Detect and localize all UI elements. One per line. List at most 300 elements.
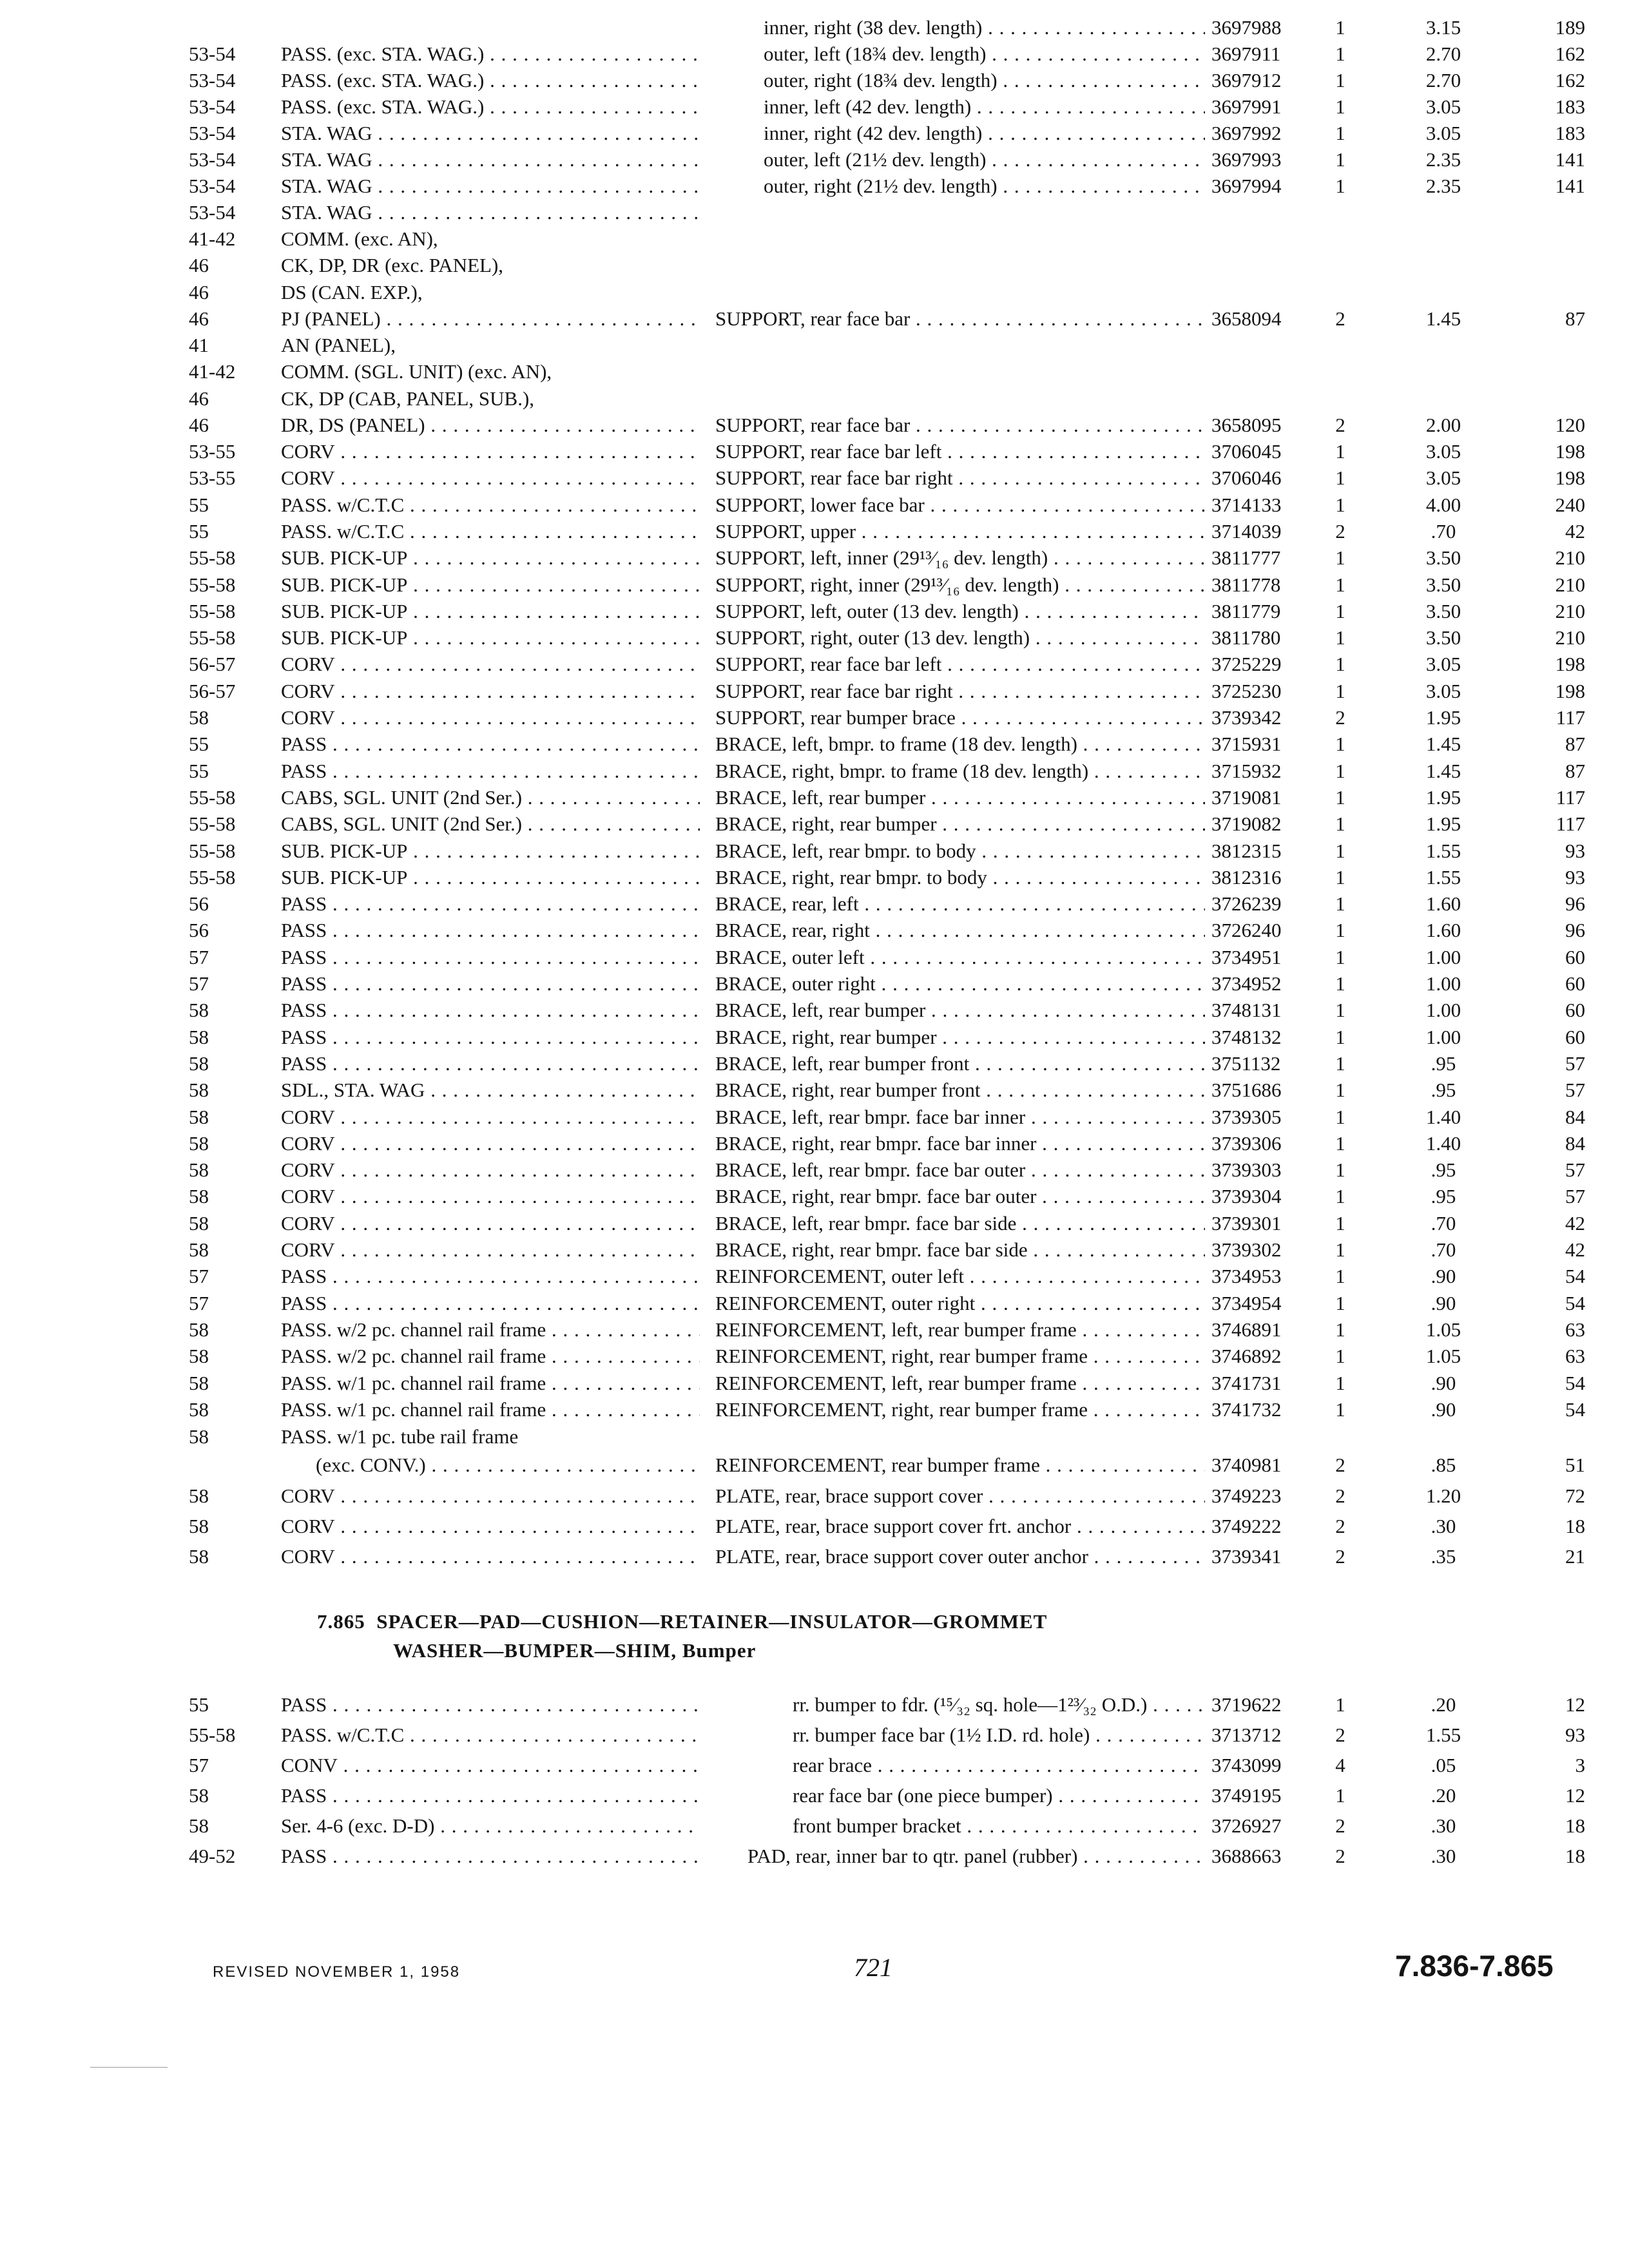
part-number: 3749195 — [1211, 1784, 1282, 1807]
code: 120 — [1555, 414, 1585, 436]
code: 18 — [1565, 1515, 1585, 1537]
model-name: SUB. PICK-UP . . . — [281, 572, 700, 599]
part-number: 3697994 — [1211, 175, 1282, 197]
model-year: 55-58 — [189, 866, 236, 889]
part-name: BRACE, outer right . . . — [715, 970, 1205, 997]
part-name: PAD, rear, inner bar to qtr. panel (rubber) . . . — [747, 1843, 1205, 1870]
part-name: REINFORCEMENT, left, rear bumper frame . . . — [715, 1316, 1205, 1343]
table-row — [0, 651, 1629, 678]
quantity: 2 — [1335, 414, 1345, 436]
model-year: 58 — [189, 1026, 209, 1048]
table-row — [0, 784, 1629, 811]
part-name: SUPPORT, rear face bar right . . . — [715, 678, 1205, 705]
model-name: CABS, SGL. UNIT (2nd Ser.) . . . — [281, 811, 700, 838]
model-year: 55 — [189, 1693, 209, 1716]
model-year: 53-54 — [189, 148, 236, 171]
code: 183 — [1555, 95, 1585, 118]
quantity: 1 — [1335, 653, 1345, 675]
code: 183 — [1555, 122, 1585, 144]
part-number: 3749222 — [1211, 1515, 1282, 1537]
table-row — [0, 305, 1629, 332]
part-name: BRACE, left, rear bmpr. face bar outer . . . — [715, 1157, 1205, 1184]
part-number: 3658095 — [1211, 414, 1282, 436]
model-name: CORV . . . — [281, 1157, 700, 1184]
model-name: SUB. PICK-UP . . . — [281, 624, 700, 651]
quantity: 1 — [1335, 1026, 1345, 1048]
model-name: PASS . . . — [281, 944, 700, 971]
table-row — [0, 518, 1629, 545]
model-name: PASS . . . — [281, 1263, 700, 1290]
model-year: 58 — [189, 1079, 209, 1101]
part-name: inner, right (42 dev. length) . . . — [764, 120, 1205, 147]
quantity: 1 — [1335, 1398, 1345, 1421]
code: 18 — [1565, 1845, 1585, 1867]
list-price: .30 — [1431, 1845, 1456, 1867]
list-price: 3.50 — [1425, 546, 1461, 569]
model-name: SUB. PICK-UP . . . — [281, 598, 700, 625]
list-price: .05 — [1431, 1754, 1456, 1776]
part-number: 3734953 — [1211, 1265, 1282, 1287]
list-price: 3.50 — [1425, 626, 1461, 649]
part-number: 3715932 — [1211, 760, 1282, 782]
code: 117 — [1556, 706, 1585, 729]
list-price: 3.50 — [1425, 573, 1461, 596]
part-name: BRACE, right, bmpr. to frame (18 dev. length) . . . — [715, 758, 1205, 785]
list-price: .95 — [1431, 1052, 1456, 1075]
model-name: CONV . . . — [281, 1752, 700, 1779]
part-name: BRACE, right, rear bmpr. face bar inner . . . — [715, 1130, 1205, 1157]
part-name: BRACE, right, rear bumper . . . — [715, 811, 1205, 838]
model-year: 55 — [189, 520, 209, 543]
code: 117 — [1556, 812, 1585, 835]
model-name: PASS . . . — [281, 731, 700, 758]
list-price: .20 — [1431, 1693, 1456, 1716]
part-name: BRACE, left, rear bmpr. face bar inner . . . — [715, 1104, 1205, 1131]
code: 42 — [1565, 1238, 1585, 1261]
part-number: 3697912 — [1211, 69, 1282, 91]
list-price: 3.05 — [1425, 440, 1461, 463]
table-row — [0, 199, 1629, 226]
model-year: 58 — [189, 1784, 209, 1807]
quantity: 1 — [1335, 600, 1345, 622]
quantity: 1 — [1335, 1185, 1345, 1207]
table-row — [0, 624, 1629, 651]
list-price: 1.45 — [1425, 760, 1461, 782]
list-price: .90 — [1431, 1372, 1456, 1394]
part-number: 3741731 — [1211, 1372, 1282, 1394]
model-year: 46 — [189, 307, 209, 330]
table-row — [0, 492, 1629, 519]
part-name: outer, right (21½ dev. length) . . . — [764, 173, 1205, 200]
table-row — [0, 1077, 1629, 1104]
table-row — [0, 412, 1629, 439]
quantity: 1 — [1335, 892, 1345, 915]
code: 54 — [1565, 1265, 1585, 1287]
code: 87 — [1565, 307, 1585, 330]
code: 198 — [1555, 653, 1585, 675]
table-row — [0, 1452, 1629, 1479]
table-row — [0, 120, 1629, 147]
list-price: 3.05 — [1425, 122, 1461, 144]
model-name: PASS . . . — [281, 1290, 700, 1317]
part-name: rear face bar (one piece bumper) . . . — [793, 1782, 1205, 1809]
model-year: 53-55 — [189, 440, 236, 463]
quantity: 1 — [1335, 1345, 1345, 1367]
table-row — [0, 1543, 1629, 1570]
table-row — [0, 1782, 1629, 1809]
quantity: 1 — [1335, 1079, 1345, 1101]
part-name: rr. bumper to fdr. (¹⁵⁄₃₂ sq. hole—1²³⁄₃₂ O.D.) . . . — [793, 1691, 1205, 1718]
table-row — [0, 1370, 1629, 1397]
quantity: 1 — [1335, 1784, 1345, 1807]
table-row — [0, 1130, 1629, 1157]
table-row — [0, 226, 1629, 253]
part-name: SUPPORT, rear face bar right . . . — [715, 465, 1205, 492]
part-number: 3734954 — [1211, 1292, 1282, 1314]
part-name: REINFORCEMENT, outer left . . . — [715, 1263, 1205, 1290]
model-year: 55 — [189, 760, 209, 782]
model-name: PASS. w/1 pc. channel rail frame . . . — [281, 1370, 700, 1397]
part-number: 3811778 — [1211, 573, 1281, 596]
table-row — [0, 1752, 1629, 1779]
list-price: 1.05 — [1425, 1345, 1461, 1367]
model-name: PASS . . . — [281, 890, 700, 918]
model-year: 57 — [189, 972, 209, 995]
part-number: 3714133 — [1211, 494, 1282, 516]
model-name: PASS. w/C.T.C . . . — [281, 492, 700, 519]
model-year: 55-58 — [189, 626, 236, 649]
table-row — [0, 731, 1629, 758]
part-name: SUPPORT, rear face bar left . . . — [715, 438, 1205, 465]
model-year: 58 — [189, 706, 209, 729]
part-name: BRACE, left, rear bmpr. to body . . . — [715, 838, 1205, 865]
list-price: 3.05 — [1425, 95, 1461, 118]
list-price: .70 — [1431, 1212, 1456, 1235]
section-number: 7.865 — [317, 1610, 365, 1633]
table-row — [0, 811, 1629, 838]
list-price: 2.70 — [1425, 43, 1461, 65]
model-year: 53-54 — [189, 122, 236, 144]
table-row — [0, 1263, 1629, 1290]
model-name: CK, DP, DR (exc. PANEL), — [281, 254, 504, 276]
quantity: 1 — [1335, 919, 1345, 941]
code: 57 — [1565, 1185, 1585, 1207]
code: 21 — [1565, 1545, 1585, 1568]
code: 42 — [1565, 1212, 1585, 1235]
part-number: 3746892 — [1211, 1345, 1282, 1367]
table-row — [0, 332, 1629, 359]
part-number: 3713712 — [1211, 1724, 1282, 1746]
code: 54 — [1565, 1372, 1585, 1394]
quantity: 2 — [1335, 1515, 1345, 1537]
list-price: 1.20 — [1425, 1485, 1461, 1507]
code: 162 — [1555, 69, 1585, 91]
model-year: 58 — [189, 1515, 209, 1537]
part-name: REINFORCEMENT, outer right . . . — [715, 1290, 1205, 1317]
table-row — [0, 14, 1629, 41]
model-name: STA. WAG . . . — [281, 173, 700, 200]
part-number: 3812316 — [1211, 866, 1282, 889]
model-name: COMM. (exc. AN), — [281, 227, 438, 250]
part-name: SUPPORT, left, outer (13 dev. length) . . . — [715, 598, 1205, 625]
table-row — [0, 41, 1629, 68]
part-number: 3706046 — [1211, 466, 1282, 489]
model-year: 56-57 — [189, 680, 236, 702]
part-name: BRACE, right, rear bmpr. face bar side . . . — [715, 1236, 1205, 1264]
code: 93 — [1565, 1724, 1585, 1746]
quantity: 1 — [1335, 122, 1345, 144]
table-row — [0, 970, 1629, 997]
list-price: 3.05 — [1425, 466, 1461, 489]
page-number: 721 — [854, 1953, 892, 1982]
model-name: PASS. w/C.T.C . . . — [281, 518, 700, 545]
list-price: .95 — [1431, 1185, 1456, 1207]
table-row — [0, 1843, 1629, 1870]
quantity: 1 — [1335, 840, 1345, 862]
list-price: 1.45 — [1425, 733, 1461, 755]
part-number: 3739306 — [1211, 1132, 1282, 1155]
model-name: SUB. PICK-UP . . . — [281, 838, 700, 865]
part-number: 3748131 — [1211, 999, 1282, 1021]
quantity: 1 — [1335, 626, 1345, 649]
model-year: 58 — [189, 1545, 209, 1568]
quantity: 1 — [1335, 680, 1345, 702]
list-price: .30 — [1431, 1515, 1456, 1537]
model-name: CORV . . . — [281, 651, 700, 678]
list-price: .90 — [1431, 1398, 1456, 1421]
part-number: 3697988 — [1211, 16, 1282, 39]
list-price: 1.40 — [1425, 1132, 1461, 1155]
code: 63 — [1565, 1318, 1585, 1341]
part-number: 3734952 — [1211, 972, 1282, 995]
code: 54 — [1565, 1292, 1585, 1314]
model-year: 55 — [189, 494, 209, 516]
model-name: DR, DS (PANEL) . . . — [281, 412, 700, 439]
code: 12 — [1565, 1784, 1585, 1807]
list-price: 1.00 — [1425, 999, 1461, 1021]
quantity: 1 — [1335, 546, 1345, 569]
quantity: 2 — [1335, 1545, 1345, 1568]
table-row — [0, 1812, 1629, 1840]
part-name: REINFORCEMENT, right, rear bumper frame . . . — [715, 1396, 1205, 1423]
list-price: 1.40 — [1425, 1106, 1461, 1128]
code: 54 — [1565, 1398, 1585, 1421]
table-row — [0, 465, 1629, 492]
model-name: PASS. w/1 pc. tube rail frame — [281, 1425, 519, 1448]
model-year: 55-58 — [189, 812, 236, 835]
model-name: CABS, SGL. UNIT (2nd Ser.) . . . — [281, 784, 700, 811]
part-number: 3715931 — [1211, 733, 1282, 755]
code: 198 — [1555, 680, 1585, 702]
quantity: 1 — [1335, 1106, 1345, 1128]
section-range: 7.836-7.865 — [1395, 1949, 1554, 1983]
code: 189 — [1555, 16, 1585, 39]
table-row — [0, 1396, 1629, 1423]
quantity: 1 — [1335, 440, 1345, 463]
part-name: REINFORCEMENT, right, rear bumper frame . . . — [715, 1343, 1205, 1370]
part-number: 3739301 — [1211, 1212, 1282, 1235]
part-number: 3751686 — [1211, 1079, 1282, 1101]
model-year: 58 — [189, 1485, 209, 1507]
model-year: 56 — [189, 892, 209, 915]
model-name: CORV . . . — [281, 1183, 700, 1210]
part-name: inner, right (38 dev. length) . . . — [764, 14, 1205, 41]
model-name: CORV . . . — [281, 678, 700, 705]
model-name: SDL., STA. WAG . . . — [281, 1077, 700, 1104]
model-year: 58 — [189, 1425, 209, 1448]
list-price: 1.55 — [1425, 866, 1461, 889]
code: 87 — [1565, 760, 1585, 782]
code: 57 — [1565, 1052, 1585, 1075]
table-row — [0, 890, 1629, 918]
part-name: SUPPORT, right, inner (29¹³⁄₁₆ dev. length) . . . — [715, 572, 1205, 599]
list-price: 1.05 — [1425, 1318, 1461, 1341]
part-name: BRACE, right, rear bmpr. to body . . . — [715, 864, 1205, 891]
model-name: CORV . . . — [281, 465, 700, 492]
model-name: CK, DP (CAB, PANEL, SUB.), — [281, 387, 535, 410]
code: 93 — [1565, 840, 1585, 862]
list-price: 4.00 — [1425, 494, 1461, 516]
table-row — [0, 1423, 1629, 1450]
quantity: 2 — [1335, 1724, 1345, 1746]
model-year: 55-58 — [189, 840, 236, 862]
list-price: 2.00 — [1425, 414, 1461, 436]
table-row — [0, 1316, 1629, 1343]
part-number: 3688663 — [1211, 1845, 1282, 1867]
model-year: 58 — [189, 1106, 209, 1128]
list-price: .95 — [1431, 1079, 1456, 1101]
code: 210 — [1555, 626, 1585, 649]
model-year: 57 — [189, 946, 209, 968]
model-year: 58 — [189, 1398, 209, 1421]
model-name: CORV . . . — [281, 1513, 700, 1540]
list-price: .90 — [1431, 1292, 1456, 1314]
code: 72 — [1565, 1485, 1585, 1507]
model-year: 58 — [189, 1345, 209, 1367]
model-name: PASS. (exc. STA. WAG.) . . . — [281, 67, 700, 94]
table-row — [0, 678, 1629, 705]
quantity: 1 — [1335, 1318, 1345, 1341]
table-row — [0, 1483, 1629, 1510]
section-title-suffix: Bumper — [682, 1639, 757, 1662]
table-row — [0, 1104, 1629, 1131]
part-name: BRACE, rear, left . . . — [715, 890, 1205, 918]
code: 60 — [1565, 946, 1585, 968]
model-year: 58 — [189, 1158, 209, 1181]
section-title-line2: WASHER—BUMPER—SHIM, — [393, 1639, 677, 1662]
quantity: 1 — [1335, 148, 1345, 171]
part-name: front bumper bracket . . . — [793, 1812, 1205, 1840]
model-name: SUB. PICK-UP . . . — [281, 544, 700, 572]
part-name: outer, left (21½ dev. length) . . . — [764, 146, 1205, 173]
revision-date: REVISED NOVEMBER 1, 1958 — [213, 1963, 461, 1981]
part-name: rear brace . . . — [793, 1752, 1205, 1779]
quantity: 2 — [1335, 706, 1345, 729]
part-number: 3658094 — [1211, 307, 1282, 330]
quantity: 1 — [1335, 466, 1345, 489]
part-name: SUPPORT, rear face bar . . . — [715, 412, 1205, 439]
model-year: 58 — [189, 1814, 209, 1837]
list-price: .95 — [1431, 1158, 1456, 1181]
section-heading-line1 — [317, 1608, 1047, 1635]
model-name: PASS. w/1 pc. channel rail frame . . . — [281, 1396, 700, 1423]
part-number: 3697993 — [1211, 148, 1282, 171]
list-price: 1.55 — [1425, 840, 1461, 862]
part-number: 3812315 — [1211, 840, 1282, 862]
model-name: CORV . . . — [281, 1543, 700, 1570]
table-row — [0, 704, 1629, 731]
part-name: BRACE, right, rear bmpr. face bar outer . . . — [715, 1183, 1205, 1210]
quantity: 1 — [1335, 1212, 1345, 1235]
model-name: STA. WAG . . . — [281, 199, 700, 226]
quantity: 1 — [1335, 1265, 1345, 1287]
model-name: CORV . . . — [281, 438, 700, 465]
part-number: 3739304 — [1211, 1185, 1282, 1207]
model-year: 55-58 — [189, 1724, 236, 1746]
part-number: 3746891 — [1211, 1318, 1282, 1341]
model-year: 49-52 — [189, 1845, 236, 1867]
model-name: STA. WAG . . . — [281, 120, 700, 147]
model-name: PASS . . . — [281, 1782, 700, 1809]
part-number: 3739303 — [1211, 1158, 1282, 1181]
part-name: BRACE, left, rear bumper front . . . — [715, 1050, 1205, 1077]
part-name: SUPPORT, rear face bar . . . — [715, 305, 1205, 332]
quantity: 1 — [1335, 1052, 1345, 1075]
model-year: 58 — [189, 1212, 209, 1235]
quantity: 1 — [1335, 760, 1345, 782]
model-year: 56-57 — [189, 653, 236, 675]
list-price: 3.15 — [1425, 16, 1461, 39]
table-row — [0, 1210, 1629, 1237]
model-year: 58 — [189, 999, 209, 1021]
part-name: SUPPORT, left, inner (29¹³⁄₁₆ dev. length) . . . — [715, 544, 1205, 572]
list-price: 1.60 — [1425, 892, 1461, 915]
quantity: 1 — [1335, 733, 1345, 755]
part-number: 3811779 — [1211, 600, 1281, 622]
table-row — [0, 93, 1629, 120]
code: 84 — [1565, 1132, 1585, 1155]
table-row — [0, 1691, 1629, 1718]
quantity: 1 — [1335, 16, 1345, 39]
part-number: 3739305 — [1211, 1106, 1282, 1128]
model-name: PASS . . . — [281, 917, 700, 944]
part-number: 3697991 — [1211, 95, 1282, 118]
quantity: 1 — [1335, 69, 1345, 91]
list-price: 1.00 — [1425, 1026, 1461, 1048]
list-price: 3.05 — [1425, 653, 1461, 675]
part-number: 3719081 — [1211, 786, 1282, 809]
model-year: 57 — [189, 1754, 209, 1776]
table-row — [0, 385, 1629, 412]
model-name: COMM. (SGL. UNIT) (exc. AN), — [281, 360, 552, 383]
quantity: 2 — [1335, 307, 1345, 330]
code: 3 — [1575, 1754, 1585, 1776]
code: 60 — [1565, 999, 1585, 1021]
quantity: 1 — [1335, 1132, 1345, 1155]
part-name: SUPPORT, upper . . . — [715, 518, 1205, 545]
code: 84 — [1565, 1106, 1585, 1128]
table-row — [0, 544, 1629, 572]
list-price: 1.95 — [1425, 786, 1461, 809]
code: 42 — [1565, 520, 1585, 543]
model-name: PASS. w/C.T.C . . . — [281, 1722, 700, 1749]
code: 57 — [1565, 1158, 1585, 1181]
part-number: 3725229 — [1211, 653, 1282, 675]
part-name: SUPPORT, right, outer (13 dev. length) . . . — [715, 624, 1205, 651]
model-name: PASS. w/2 pc. channel rail frame . . . — [281, 1316, 700, 1343]
model-year: 58 — [189, 1185, 209, 1207]
quantity: 1 — [1335, 1372, 1345, 1394]
